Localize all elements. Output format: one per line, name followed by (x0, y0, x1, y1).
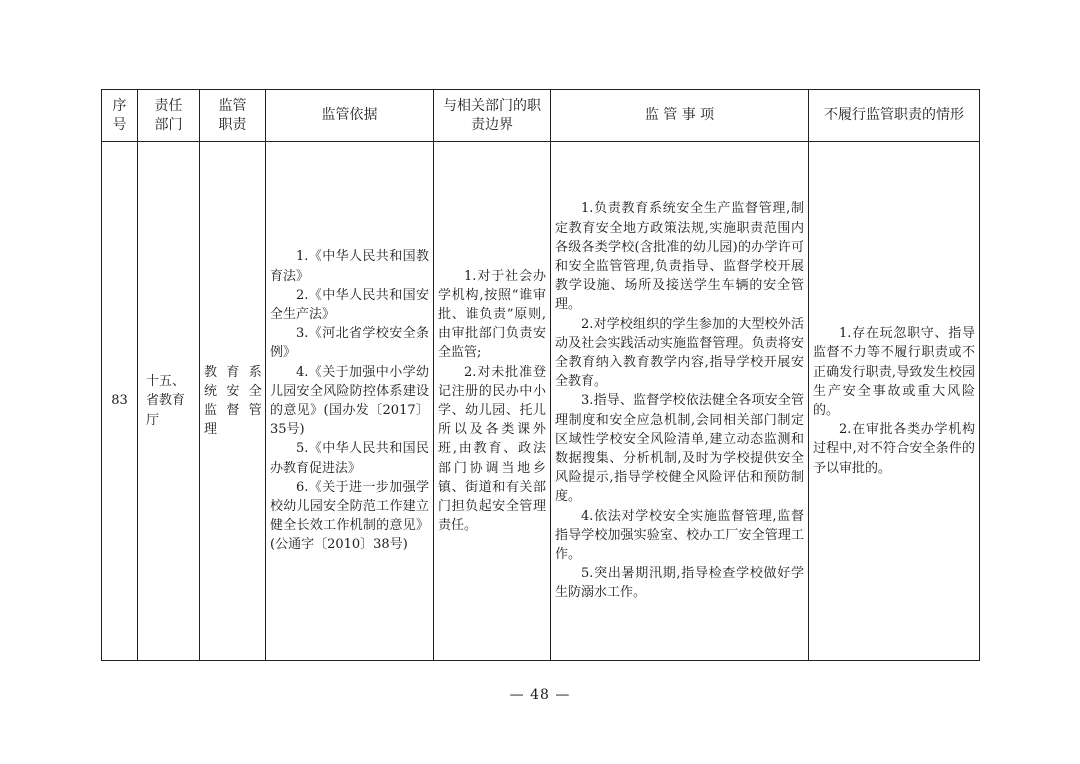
matters-item: 2.对学校组织的学生参加的大型校外活动及社会实践活动实施监督管理。负责将安全教育纳入教育教学内容,指导学校开展安全教育。 (555, 316, 804, 390)
header-boundary: 与相关部门的职责边界 (434, 90, 551, 142)
basis-item: 3.《河北省学校安全条例》 (270, 326, 429, 361)
header-duty: 监管职责 (200, 90, 266, 142)
header-row (102, 90, 980, 142)
header-dept: 责任部门 (138, 90, 200, 142)
boundary-item: 1.对于社会办学机构,按照“谁审批、谁负责”原则,由审批部门负责安全监管; (438, 268, 546, 361)
matters-item: 3.指导、监督学校依法健全各项安全管理制度和安全应急机制,会同相关部门制定区域性学校安全风险清单,建立动态监测和数据搜集、分析机制,及时为学校提供安全风险提示,指导学校健全风险评估和预防制度。 (555, 393, 804, 505)
basis-item: 1.《中华人民共和国教育法》 (270, 249, 429, 284)
matters-item: 4.依法对学校安全实施监督管理,监督指导学校加强实验室、校办工厂安全管理工作。 (555, 508, 804, 563)
page-number: — 48 — (509, 687, 571, 703)
cell-matters (551, 142, 809, 661)
cell-basis (266, 142, 434, 661)
header-failure: 不履行监管职责的情形 (809, 90, 980, 142)
cell-seq: 83 (102, 142, 138, 661)
basis-item: 6.《关于进一步加强学校幼儿园安全防范工作建立健全长效工作机制的意见》(公通字〔2010〕38号) (270, 479, 429, 553)
table-row (102, 142, 980, 661)
header-matters: 监 管 事 项 (551, 90, 809, 142)
basis-item: 2.《中华人民共和国安全生产法》 (270, 287, 429, 322)
boundary-item: 2.对未批准登记注册的民办中小学、幼儿园、托儿所以及各类课外班,由教育、政法部门协调当地乡镇、街道和有关部门担负起安全管理责任。 (438, 364, 546, 534)
header-seq: 序号 (102, 90, 138, 142)
basis-item: 5.《中华人民共和国民办教育促进法》 (270, 441, 429, 476)
cell-failure (809, 142, 980, 661)
header-basis: 监管依据 (266, 90, 434, 142)
cell-duty: 教育系统安全监督管理 (200, 142, 266, 661)
matters-item: 5.突出暑期汛期,指导检查学校做好学生防溺水工作。 (555, 566, 804, 601)
cell-dept: 十五、省教育厅 (138, 142, 200, 661)
failure-item: 2.在审批各类办学机构过程中,对不符合安全条件的予以审批的。 (813, 422, 975, 476)
duty-table (101, 89, 980, 661)
failure-item: 1.存在玩忽职守、指导监督不力等不履行职责或不正确发行职责,导致发生校园生产安全事故或重大风险的。 (813, 326, 975, 418)
matters-item: 1.负责教育系统安全生产监督管理,制定教育安全地方政策法规,实施职责范围内各级各类学校(含批准的幼儿园)的办学许可和安全监管管理,负责指导、监督学校开展教学设施、场所及接送学生车辆的安全管理。 (555, 201, 804, 313)
basis-item: 4.《关于加强中小学幼儿园安全风险防控体系建设的意见》(国办发〔2017〕35号) (270, 364, 429, 438)
cell-boundary (434, 142, 551, 661)
